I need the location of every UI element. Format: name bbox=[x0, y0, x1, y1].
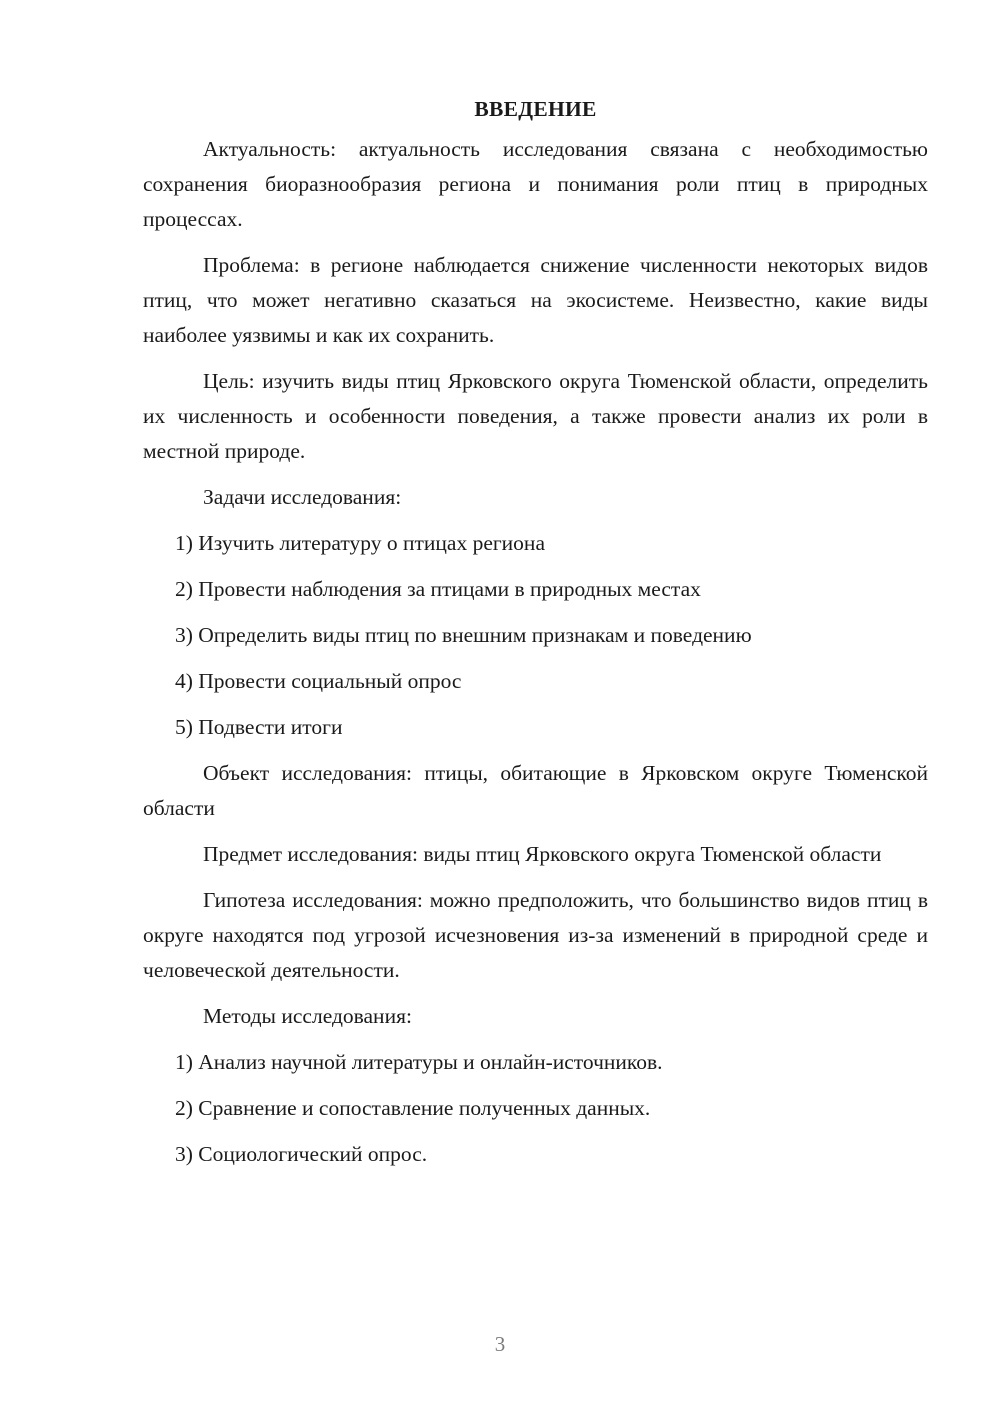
tasks-list bbox=[143, 526, 928, 745]
page-title: ВВЕДЕНИЕ bbox=[474, 97, 597, 121]
methods-list bbox=[143, 1045, 928, 1172]
list-item: 3) Определить виды птиц по внешним признакам и поведению bbox=[175, 623, 752, 647]
list-item: 2) Провести наблюдения за птицами в природных местах bbox=[175, 577, 701, 601]
relevance-paragraph: Актуальность: актуальность исследования связана с необходимостью сохранения биоразнообразия региона и понимания роли птиц в природных процессах. bbox=[143, 137, 928, 231]
list-item: 4) Провести социальный опрос bbox=[175, 669, 462, 693]
object-paragraph: Объект исследования: птицы, обитающие в Ярковском округе Тюменской области bbox=[143, 761, 928, 820]
list-item: 1) Анализ научной литературы и онлайн-источников. bbox=[175, 1050, 663, 1074]
list-item: 3) Социологический опрос. bbox=[175, 1142, 428, 1166]
list-item: 1) Изучить литературу о птицах региона bbox=[175, 531, 545, 555]
problem-paragraph: Проблема: в регионе наблюдается снижение численности некоторых видов птиц, что может негативно сказаться на экосистеме. Неизвестно, какие виды наиболее уязвимы и как их сохранить. bbox=[143, 253, 928, 347]
document-page bbox=[143, 92, 928, 1183]
goal-paragraph: Цель: изучить виды птиц Ярковского округа Тюменской области, определить их численность и особенности поведения, а также провести анализ их роли в местной природе. bbox=[143, 369, 928, 463]
tasks-heading: Задачи исследования: bbox=[203, 485, 402, 509]
subject-paragraph: Предмет исследования: виды птиц Ярковского округа Тюменской области bbox=[203, 842, 882, 866]
page-number: 3 bbox=[494, 1332, 506, 1356]
methods-heading: Методы исследования: bbox=[203, 1004, 412, 1028]
hypothesis-paragraph: Гипотеза исследования: можно предположить, что большинство видов птиц в округе находятся под угрозой исчезновения из-за изменений в природной среде и человеческой деятельности. bbox=[143, 888, 928, 982]
list-item: 2) Сравнение и сопоставление полученных данных. bbox=[175, 1096, 651, 1120]
list-item: 5) Подвести итоги bbox=[175, 715, 343, 739]
